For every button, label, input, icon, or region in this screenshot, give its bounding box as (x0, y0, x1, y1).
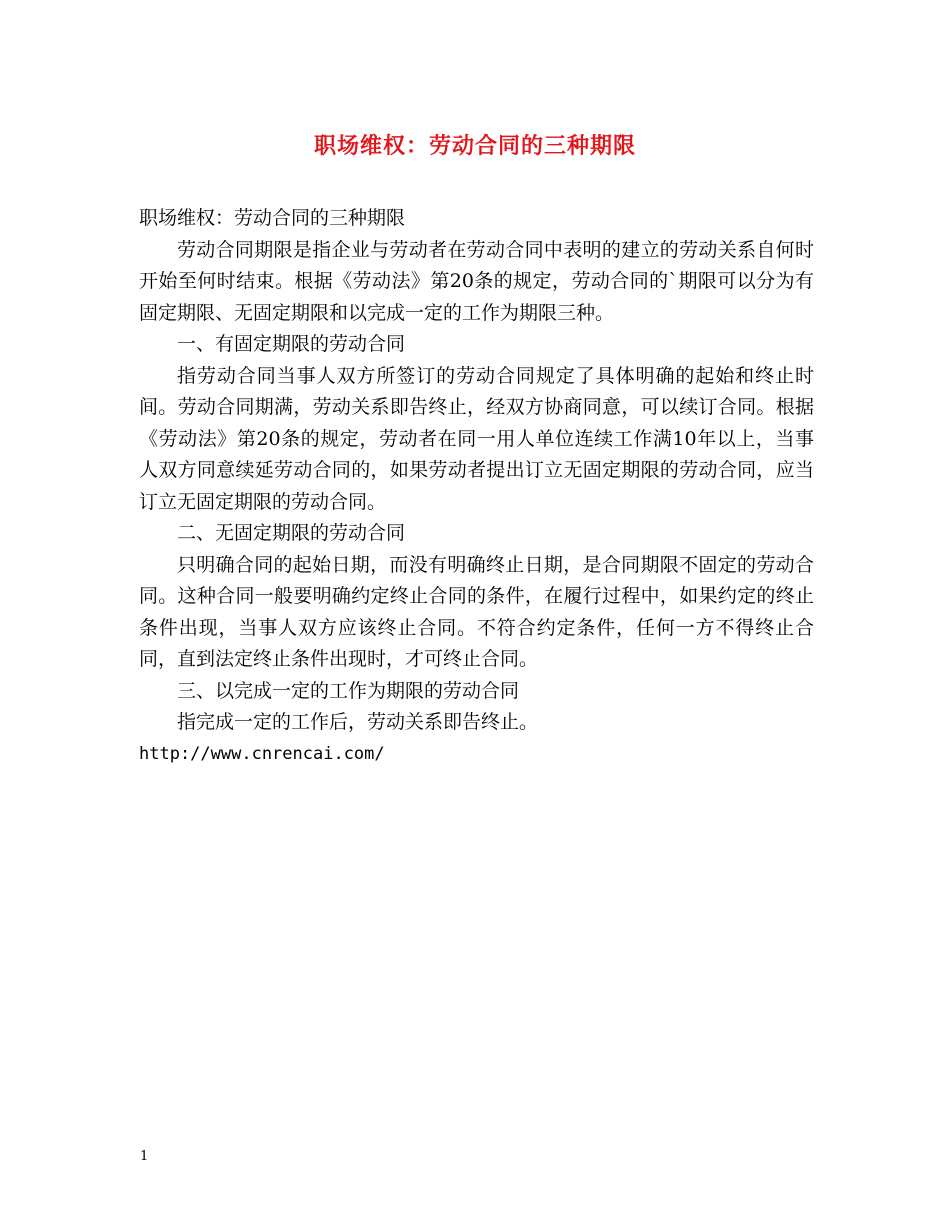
source-url-link[interactable]: http://www.cnrencai.com/ (139, 743, 385, 764)
section-heading-task-based: 三、以完成一定的工作为期限的劳动合同 (177, 679, 520, 702)
paragraph-intro: 劳动合同期限是指企业与劳动者在劳动合同中表明的建立的劳动关系自何时开始至何时结束。根据《劳动法》第20条的规定，劳动合同的`期限可以分为有固定期限、无固定期限和以完成一定的工作为期限三种。 (139, 238, 814, 324)
section-heading-fixed-term: 一、有固定期限的劳动合同 (177, 333, 406, 355)
paragraph-fixed-term: 指劳动合同当事人双方所签订的劳动合同规定了具体明确的起始和终止时间。劳动合同期满，劳动关系即告终止，经双方协商同意，可以续订合同。根据《劳动法》第20条的规定，劳动者在同一用人单位连续工作满10年以上，当事人双方同意续延劳动合同的，如果劳动者提出订立无固定期限的劳动合同，应当订立无固定期限的劳动合同。 (139, 364, 814, 513)
paragraph-task-based: 指完成一定的工作后，劳动关系即告终止。 (177, 711, 539, 733)
paragraph-open-ended: 只明确合同的起始日期，而没有明确终止日期，是合同期限不固定的劳动合同。这种合同一般要明确约定终止合同的条件，在履行过程中，如果约定的终止条件出现，当事人双方应该终止合同。不符合约定条件，任何一方不得终止合同，直到法定终止条件出现时，才可终止合同。 (139, 553, 814, 670)
document-subtitle: 职场维权：劳动合同的三种期限 (139, 207, 406, 229)
document-body (139, 203, 814, 770)
document-title: 职场维权：劳动合同的三种期限 (313, 133, 636, 159)
page-number: 1 (140, 1149, 149, 1164)
section-heading-open-ended: 二、无固定期限的劳动合同 (177, 522, 406, 544)
